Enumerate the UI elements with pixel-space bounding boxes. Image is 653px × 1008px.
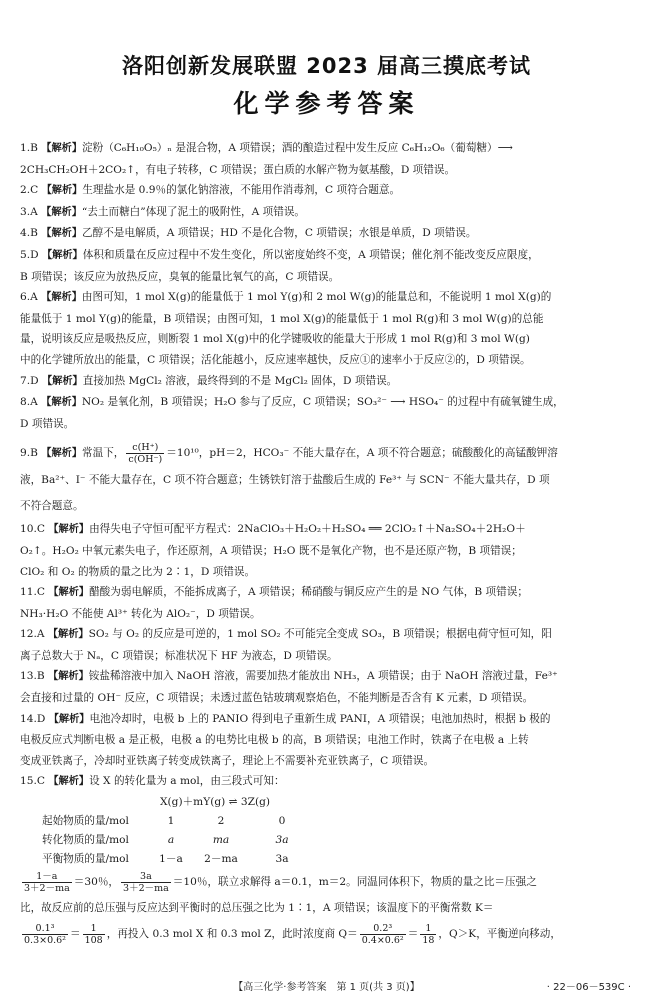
table-spacer <box>42 793 152 812</box>
fraction-denominator: 0.3×0.6² <box>24 934 66 946</box>
row-label: 转化物质的量/mol <box>42 834 129 847</box>
answer-number: 9.B <box>20 447 38 460</box>
fraction-numerator: 1 <box>420 923 436 935</box>
answer-text: 2CH₃CH₂OH＋2CO₂↑，有电子转移，C 项错误；蛋白质的水解产物为氨基酸，D 项错误。 <box>20 163 456 176</box>
answer-text: NH₃·H₂O 不能使 Al³⁺ 转化为 AlO₂⁻，D 项错误。 <box>20 607 261 620</box>
analysis-tag: 【解析】 <box>41 228 83 240</box>
answer-text: 由图可知，1 mol X(g)的能量低于 1 mol Y(g)和 2 mol W(g)的能量总和，不能说明 1 mol X(g)的 <box>81 291 552 304</box>
answer-number: 3.A <box>20 205 38 218</box>
analysis-tag: 【解析】 <box>41 185 83 197</box>
cell-x: 1 <box>167 815 175 828</box>
answer-12 <box>20 624 635 666</box>
answer-11 <box>20 582 635 624</box>
fraction-numerator: 1－a <box>22 871 72 883</box>
analysis-tag: 【解析】 <box>41 292 82 304</box>
fraction-numerator: 0.1³ <box>22 923 68 935</box>
answer-text: 设 X 的转化量为 a mol，由三段式可知： <box>89 775 285 788</box>
fraction-numerator: 1 <box>83 923 105 935</box>
answer-text: 淀粉（C₆H₁₀O₅）ₙ 是混合物，A 项错误；酒的酿造过程中发生反应 C₆H₁₂O₆（葡萄糖）⟶ <box>82 142 513 154</box>
analysis-tag: 【解析】 <box>48 524 90 536</box>
answer-text: 体积和质量在反应过程中不发生变化，所以密度始终不变，A 项错误；催化剂不能改变反应限度， <box>82 248 539 261</box>
analysis-tag: 【解析】 <box>47 629 89 641</box>
cell-y: 2－ma <box>204 853 238 866</box>
answer-text: SO₂ 与 O₂ 的反应是可逆的，1 mol SO₂ 不可能完全变成 SO₃，B 项错误；根据电荷守恒可知，阳 <box>88 628 552 641</box>
answer-text: ，再投入 0.3 mol X 和 0.3 mol Z，此时浓度商 Q＝ <box>106 928 358 941</box>
answer-number: 14.D <box>20 712 46 725</box>
answer-7 <box>20 371 635 393</box>
analysis-tag: 【解析】 <box>41 249 83 261</box>
fraction <box>83 923 105 946</box>
fraction <box>22 871 72 894</box>
answer-text: 比，故反应前的总压强与反应达到平衡时的总压强之比为 1∶1，A 项错误；该温度下的平衡常数 K＝ <box>20 902 494 915</box>
fraction-denominator: 18 <box>422 934 435 946</box>
analysis-tag: 【解析】 <box>41 448 83 460</box>
fraction-denominator: 3＋2－ma <box>24 882 70 894</box>
answer-text: O₂↑。H₂O₂ 中氧元素失电子，作还原剂，A 项错误；H₂O 既不是氧化产物，也不是还原产物，B 项错误； <box>20 544 522 557</box>
answer-text: ＝ <box>407 928 419 941</box>
answer-number: 13.B <box>20 670 45 683</box>
answer-text: ClO₂ 和 O₂ 的物质的量之比为 2∶1，D 项错误。 <box>20 565 256 578</box>
answer-10 <box>20 519 635 582</box>
answer-3 <box>20 202 635 224</box>
answer-number: 7.D <box>20 374 39 387</box>
cell-y: ma <box>212 834 230 847</box>
cell-x: a <box>167 834 175 847</box>
answer-13 <box>20 666 635 708</box>
answer-number: 15.C <box>20 775 45 788</box>
page-footer: 【高三化学·参考答案 第 1 页(共 3 页)】 <box>233 982 420 993</box>
answer-number: 5.D <box>20 248 39 261</box>
page-subtitle: 化学参考答案 <box>233 89 420 118</box>
analysis-tag: 【解析】 <box>48 671 89 683</box>
answer-text: 不符合题意。 <box>20 500 84 513</box>
answer-text: “去土而糖白”体现了泥土的吸附性，A 项错误。 <box>81 205 306 218</box>
answer-text: 变成亚铁离子，冷却时亚铁离子转变成铁离子，理论上不需要补充亚铁离子，C 项错误。 <box>20 754 435 767</box>
answer-number: 2.C <box>20 184 39 197</box>
answer-text: 离子总数大于 Nₐ，C 项错误；标准状况下 HF 为液态，D 项错误。 <box>20 649 338 662</box>
answer-text: 会直接和过量的 OH⁻ 反应，C 项错误；未透过蓝色钴玻璃观察焰色，不能判断是否含有 K 元素，D 项错误。 <box>20 692 534 705</box>
cell-z: 0 <box>278 815 286 828</box>
answer-number: 4.B <box>20 227 38 240</box>
analysis-tag: 【解析】 <box>41 375 83 387</box>
answer-text: 醋酸为弱电解质，不能拆成离子，A 项错误；稀硝酸与铜反应产生的是 NO 气体，B 项错误； <box>89 586 528 599</box>
answer-text: D 项错误。 <box>20 417 75 430</box>
page-title: 洛阳创新发展联盟 2023 届高三摸底考试 <box>121 54 532 78</box>
answer-15-continued <box>20 869 635 947</box>
analysis-tag: 【解析】 <box>48 776 90 788</box>
answer-8 <box>20 392 635 434</box>
answer-text: 乙醇不是电解质，A 项错误；HD 不是化合物，C 项错误；水银是单质，D 项错误。 <box>82 227 477 240</box>
answer-1 <box>20 138 635 180</box>
answer-text: 铵盐稀溶液中加入 NaOH 溶液，需要加热才能放出 NH₃，A 项错误；由于 NaOH 溶液过量，Fe³⁺ <box>88 670 558 683</box>
row-label: 起始物质的量/mol <box>42 815 129 828</box>
fraction-numerator: 0.2³ <box>360 923 406 935</box>
answer-text: ＝10¹⁰，pH＝2，HCO₃⁻ 不能大量存在，A 项不符合题意；硫酸酸化的高锰酸钾溶 <box>166 447 558 460</box>
analysis-tag: 【解析】 <box>48 587 90 599</box>
fraction-denominator: c(OH⁻) <box>128 453 163 465</box>
fraction-numerator: c(H⁺) <box>126 442 164 454</box>
answer-15 <box>20 771 635 793</box>
answer-text: 电极反应式判断电极 a 是正极，电极 a 的电势比电极 b 的高，B 项错误；电池工作时，铁离子在电极 a 上转 <box>20 734 529 747</box>
answer-5 <box>20 245 635 287</box>
answer-number: 6.A <box>20 291 38 304</box>
fraction <box>121 871 171 894</box>
reaction-equation: X(g)＋mY(g) ⇌ 3Z(g) <box>160 796 271 809</box>
answer-text: NO₂ 是氧化剂，B 项错误；H₂O 参与了反应，C 项错误；SO₃²⁻ ⟶ HSO₄⁻ 的过程中有硫氧键生成， <box>81 396 564 409</box>
answer-text: 液，Ba²⁺、I⁻ 不能大量存在，C 项不符合题意；生锈铁钉溶于盐酸后生成的 Fe³⁺ 与 SCN⁻ 不能大量共存，D 项 <box>20 474 550 487</box>
answer-body <box>20 138 635 947</box>
answer-text: ＝30％， <box>73 876 120 889</box>
row-label: 平衡物质的量/mol <box>42 853 129 866</box>
answer-number: 8.A <box>20 396 38 409</box>
answer-14 <box>20 709 635 772</box>
answer-text: 中的化学键所放出的能量，C 项错误；活化能越小，反应速率越快，反应①的速率小于反应②的，D 项错误。 <box>20 353 531 366</box>
analysis-tag: 【解析】 <box>41 206 82 218</box>
answer-number: 11.C <box>20 586 45 599</box>
analysis-tag: 【解析】 <box>41 397 82 409</box>
answer-text: 由得失电子守恒可配平方程式：2NaClO₃＋H₂O₂＋H₂SO₄ ══ 2ClO₂↑＋Na₂SO₄＋2H₂O＋ <box>89 523 526 536</box>
analysis-tag: 【解析】 <box>48 713 90 725</box>
analysis-tag: 【解析】 <box>41 143 83 154</box>
answer-text: 电池冷却时，电极 b 上的 PANIO 得到电子重新生成 PANI，A 项错误；电池加热时，根据 b 极的 <box>89 712 551 725</box>
fraction-denominator: 0.4×0.6² <box>361 934 404 946</box>
cell-x: 1－a <box>159 853 183 866</box>
fraction <box>360 923 406 946</box>
cell-z: 3a <box>275 834 289 847</box>
three-stage-table <box>42 793 635 869</box>
document-code: · 22－06－539C · <box>546 982 631 993</box>
answer-text: 能量低于 1 mol Y(g)的能量，B 项错误；由图可知，1 mol X(g)的能量低于 1 mol R(g)和 3 mol W(g)的总能 <box>20 312 544 325</box>
answer-6 <box>20 287 635 370</box>
fraction-denominator: 108 <box>84 934 103 946</box>
cell-y: 2 <box>217 815 225 828</box>
answer-text: 直接加热 MgCl₂ 溶液，最终得到的不是 MgCl₂ 固体，D 项错误。 <box>82 374 398 387</box>
answer-text: ，Q＞K，平衡逆向移动， <box>438 928 561 941</box>
answer-number: 1.B <box>20 142 38 154</box>
answer-9 <box>20 440 635 519</box>
fraction-denominator: 3＋2－ma <box>123 882 169 894</box>
answer-text: 生理盐水是 0.9％的氯化钠溶液，不能用作消毒剂，C 项符合题意。 <box>82 184 401 197</box>
answer-text: 量，说明该反应是吸热反应，则断裂 1 mol X(g)中的化学键吸收的能量大于形成 1 mol R(g)和 3 mol W(g) <box>20 333 530 346</box>
answer-text: ＝ <box>70 928 81 941</box>
cell-z: 3a <box>275 853 289 866</box>
answer-number: 10.C <box>20 523 45 536</box>
answer-text: 常温下， <box>82 447 125 460</box>
answer-number: 12.A <box>20 628 45 641</box>
fraction-numerator: 3a <box>121 871 171 883</box>
fraction <box>22 923 68 946</box>
answer-text: B 项错误；该反应为放热反应，臭氧的能量比氧气的高，C 项错误。 <box>20 270 340 283</box>
answer-2 <box>20 180 635 202</box>
fraction <box>420 923 436 946</box>
fraction <box>126 442 164 465</box>
answer-4 <box>20 223 635 245</box>
answer-text: ＝10％，联立求解得 a＝0.1，m＝2。同温同体积下，物质的量之比＝压强之 <box>172 876 537 889</box>
